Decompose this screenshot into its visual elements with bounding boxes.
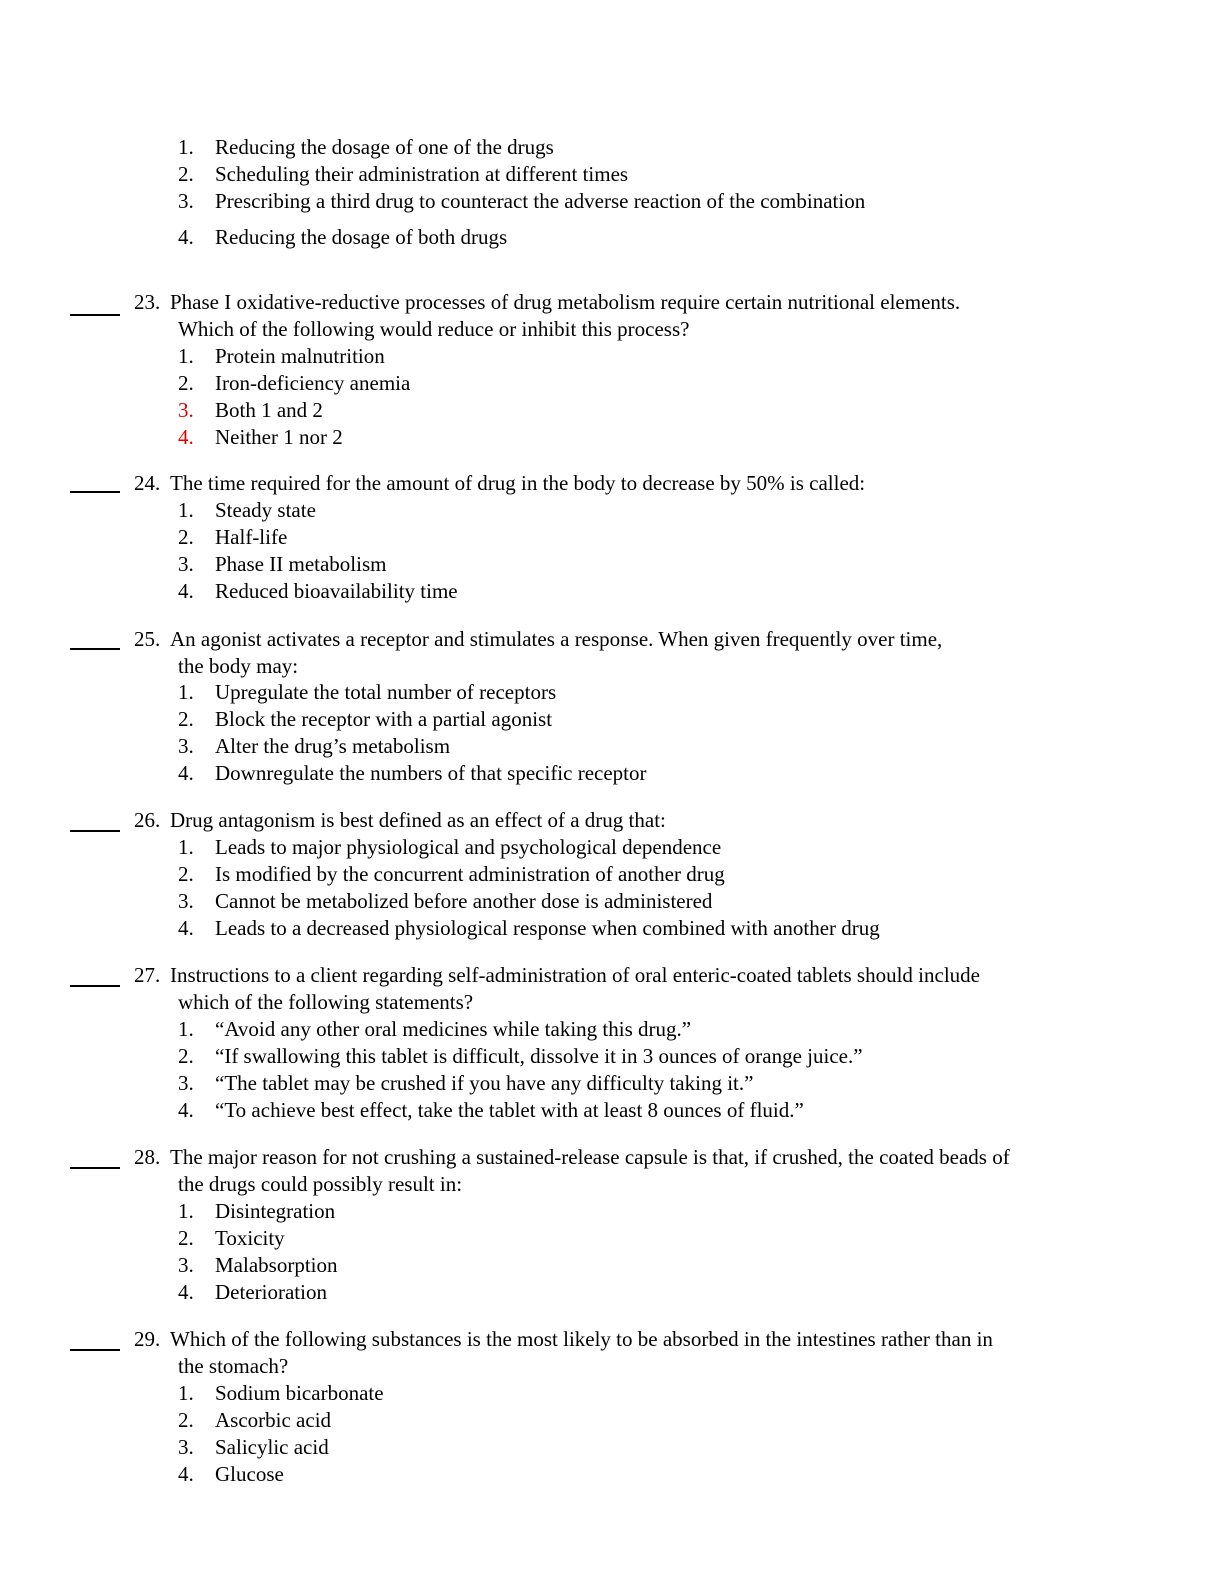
option-text: Reducing the dosage of one of the drugs [215, 135, 554, 159]
option-number: 1. [178, 680, 194, 704]
option-number: 3. [178, 889, 194, 913]
option-number: 4. [178, 916, 194, 940]
question-number: 27. [134, 963, 161, 987]
question-number: 26. [134, 808, 161, 832]
option-text: “The tablet may be crushed if you have any difficulty taking it.” [215, 1071, 754, 1095]
question-text: The time required for the amount of drug in the body to decrease by 50% is called: [170, 471, 866, 495]
option-number: 2. [178, 162, 194, 186]
option-number: 2. [178, 371, 194, 395]
question-text: Instructions to a client regarding self-administration of oral enteric-coated tablets should include [170, 963, 980, 987]
option-text: Protein malnutrition [215, 344, 385, 368]
option-text: “Avoid any other oral medicines while taking this drug.” [215, 1017, 692, 1041]
option-number: 2. [178, 525, 194, 549]
option-number: 1. [178, 344, 194, 368]
option-text: Salicylic acid [215, 1435, 329, 1459]
option-number: 3. [178, 734, 194, 758]
question-text-continued: Which of the following would reduce or inhibit this process? [178, 317, 690, 341]
option-text: “If swallowing this tablet is difficult, dissolve it in 3 ounces of orange juice.” [215, 1044, 863, 1068]
option-text: “To achieve best effect, take the tablet with at least 8 ounces of fluid.” [215, 1098, 804, 1122]
question-number: 29. [134, 1327, 161, 1351]
option-text: Half-life [215, 525, 288, 549]
option-number: 3. [178, 1435, 194, 1459]
question-text-continued: the stomach? [178, 1354, 289, 1378]
option-text: Disintegration [215, 1199, 336, 1223]
answer-blank[interactable] [70, 1349, 120, 1351]
option-text: Toxicity [215, 1226, 285, 1250]
option-text: Upregulate the total number of receptors [215, 680, 557, 704]
question-text: Phase I oxidative-reductive processes of drug metabolism require certain nutritional elements. [170, 290, 961, 314]
question-text-continued: which of the following statements? [178, 990, 474, 1014]
option-number: 3. [178, 552, 194, 576]
answer-blank[interactable] [70, 1167, 120, 1169]
option-number-highlighted: 3. [178, 398, 194, 422]
question-text: An agonist activates a receptor and stimulates a response. When given frequently over time, [170, 627, 943, 651]
option-text: Reduced bioavailability time [215, 579, 458, 603]
option-text: Cannot be metabolized before another dose is administered [215, 889, 713, 913]
option-text: Glucose [215, 1462, 284, 1486]
answer-blank[interactable] [70, 648, 120, 650]
question-number: 25. [134, 627, 161, 651]
question-number: 24. [134, 471, 161, 495]
question-text-continued: the body may: [178, 654, 299, 678]
option-number: 4. [178, 225, 194, 249]
option-number: 3. [178, 1253, 194, 1277]
option-number: 1. [178, 135, 194, 159]
option-text: Is modified by the concurrent administration of another drug [215, 862, 725, 886]
question-text: Which of the following substances is the most likely to be absorbed in the intestines rather than in [170, 1327, 993, 1351]
option-text: Sodium bicarbonate [215, 1381, 384, 1405]
option-number: 4. [178, 1280, 194, 1304]
option-text: Deterioration [215, 1280, 327, 1304]
option-number: 4. [178, 1462, 194, 1486]
question-text: Drug antagonism is best defined as an effect of a drug that: [170, 808, 666, 832]
option-text: Iron-deficiency anemia [215, 371, 411, 395]
option-text: Alter the drug’s metabolism [215, 734, 451, 758]
option-text: Ascorbic acid [215, 1408, 332, 1432]
option-number: 3. [178, 189, 194, 213]
question-text: The major reason for not crushing a sustained-release capsule is that, if crushed, the coated beads of [170, 1145, 1010, 1169]
question-number: 23. [134, 290, 161, 314]
option-text: Both 1 and 2 [215, 398, 323, 422]
option-number: 4. [178, 579, 194, 603]
answer-blank[interactable] [70, 491, 120, 493]
option-number: 1. [178, 1017, 194, 1041]
option-text: Steady state [215, 498, 316, 522]
option-number: 2. [178, 707, 194, 731]
option-number-highlighted: 4. [178, 425, 194, 449]
option-number: 4. [178, 1098, 194, 1122]
question-number: 28. [134, 1145, 161, 1169]
option-text: Prescribing a third drug to counteract the adverse reaction of the combination [215, 189, 866, 213]
option-number: 4. [178, 761, 194, 785]
question-text-continued: the drugs could possibly result in: [178, 1172, 463, 1196]
option-number: 2. [178, 1226, 194, 1250]
option-number: 2. [178, 1408, 194, 1432]
option-number: 1. [178, 835, 194, 859]
option-text: Reducing the dosage of both drugs [215, 225, 508, 249]
option-number: 1. [178, 498, 194, 522]
option-text: Scheduling their administration at different times [215, 162, 629, 186]
option-text: Malabsorption [215, 1253, 338, 1277]
option-number: 1. [178, 1381, 194, 1405]
option-number: 2. [178, 862, 194, 886]
option-text: Leads to a decreased physiological response when combined with another drug [215, 916, 880, 940]
answer-blank[interactable] [70, 985, 120, 987]
option-text: Downregulate the numbers of that specific receptor [215, 761, 647, 785]
answer-blank[interactable] [70, 314, 120, 316]
option-number: 1. [178, 1199, 194, 1223]
option-text: Leads to major physiological and psychological dependence [215, 835, 722, 859]
option-text: Phase II metabolism [215, 552, 387, 576]
option-text: Block the receptor with a partial agonist [215, 707, 553, 731]
answer-blank[interactable] [70, 830, 120, 832]
option-text: Neither 1 nor 2 [215, 425, 343, 449]
option-number: 2. [178, 1044, 194, 1068]
option-number: 3. [178, 1071, 194, 1095]
